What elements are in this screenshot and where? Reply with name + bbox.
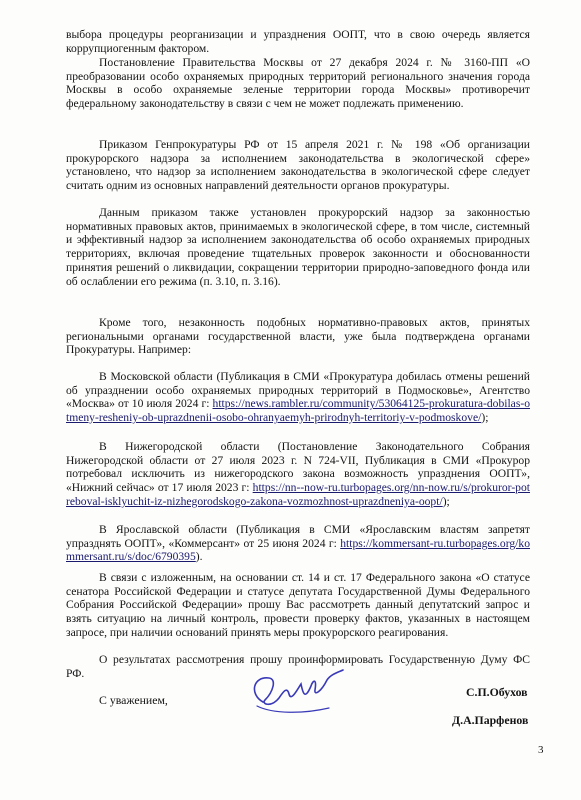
closing-regards: С уважением,	[99, 693, 168, 707]
page-number: 3	[538, 744, 544, 756]
paragraph-moscow-decree: Постановление Правительства Москвы от 27 декабря 2024 г. № 3160-ПП «О преобразовании особо охраняемых природных территорий регионального значения города Москвы в особо охраняемые зеленые территории города Москвы» противоречит федеральному законодательству в связи с чем не может подлежать применению.	[66, 56, 530, 111]
signatory-obukhov: С.П.Обухов	[466, 685, 528, 699]
signatory-parfenov: Д.А.Парфенов	[452, 713, 529, 727]
yaroslavl-region-text: В Ярославской области (Публикация в СМИ «Ярославским властям запретят упразднять ООПТ», «Коммерсант» от 25 июня 2024 г:	[66, 523, 530, 550]
nizhny-region-text: В Нижегородской области (Постановление Законодательного Собрания Нижегородской области от 27 июля 2023 г. N 724-VII, Публикация в СМИ «Прокурор потребовал исключить из нижегородского закона возможность упразднения ООПТ», «Нижний сейчас» от 17 июля 2023 г:	[66, 440, 530, 495]
paragraph-request: В связи с изложенным, на основании ст. 14 и ст. 17 Федерального закона «О статусе сенатора Российской Федерации и статусе депутата Государственной Думы Федерального Собрания Российской Федерации» прошу Вас рассмотреть данный депутатский запрос и взять ситуацию на личный контроль, провести проверку фактов, указанных в настоящем запросе, при наличии оснований принять меры прокурорского реагирования.	[66, 571, 530, 639]
paragraph-illegality: Кроме того, незаконность подобных нормативно-правовых актов, принятых региональными органами государственной власти, уже была подтверждена органами Прокуратуры. Например:	[66, 316, 530, 357]
paragraph-moscow-region	[66, 370, 530, 425]
nizhny-region-link[interactable]: https://nn--now-ru.turbopages.org/nn-now.ru/s/prokuror-potreboval-isklyuchit-iz-nizhegorodskogo-zakona-vozmozhnost-uprazdneniya-oopt/	[66, 481, 530, 508]
moscow-region-link[interactable]: https://news.rambler.ru/community/53064125-prokuratura-dobilas-otmeny-resheniy-ob-uprazdnenii-osobo-ohranyaemyh-prirodnyh-territoriy-v-podmoskove/	[66, 397, 530, 425]
yaroslavl-region-link[interactable]: https://kommersant-ru.turbopages.org/kommersant.ru/s/doc/6790395	[66, 536, 530, 564]
yaroslavl-region-end: ).	[195, 550, 203, 564]
paragraph-yaroslavl-region	[66, 523, 530, 564]
moscow-region-end: );	[481, 411, 489, 425]
handwritten-signature	[243, 664, 348, 722]
paragraph-inform: О результатах рассмотрения прошу проинформировать Государственную Думу ФС РФ.	[66, 653, 530, 680]
paragraph-prosecutor-order: Приказом Генпрокуратуры РФ от 15 апреля 2021 г. № 198 «Об организации прокурорского надзора за исполнением законодательства в экологической сфере» установлено, что надзор за исполнением законодательства в экологической сфере следует считать одним из основных направлений деятельности органов прокуратуры.	[66, 138, 530, 193]
paragraph-nizhny-region	[66, 440, 530, 509]
nizhny-region-end: );	[442, 494, 450, 508]
paragraph-intro-tail: выбора процедуры реорганизации и упразднения ООПТ, что в свою очередь является коррупциогенным фактором.	[66, 28, 530, 55]
moscow-region-text: В Московской области (Публикация в СМИ «Прокуратура добилась отмены решений об упразднении особо охраняемых природных территорий в Подмосковье», Агентство «Москва» от 10 июля 2024 г:	[66, 370, 530, 411]
paragraph-supervision: Данным приказом также установлен прокурорский надзор за законностью нормативных правовых актов, принимаемых в экологической сфере, в том числе, системный и эффективный надзор за исполнением законодательства об особо охраняемых природных территориях, включая проведение тщательных проверок законности и обоснованности принятия решений о ликвидации, сокращении территории природно-заповедного фонда или об ослаблении его режима (п. 3.10, п. 3.16).	[66, 206, 530, 288]
